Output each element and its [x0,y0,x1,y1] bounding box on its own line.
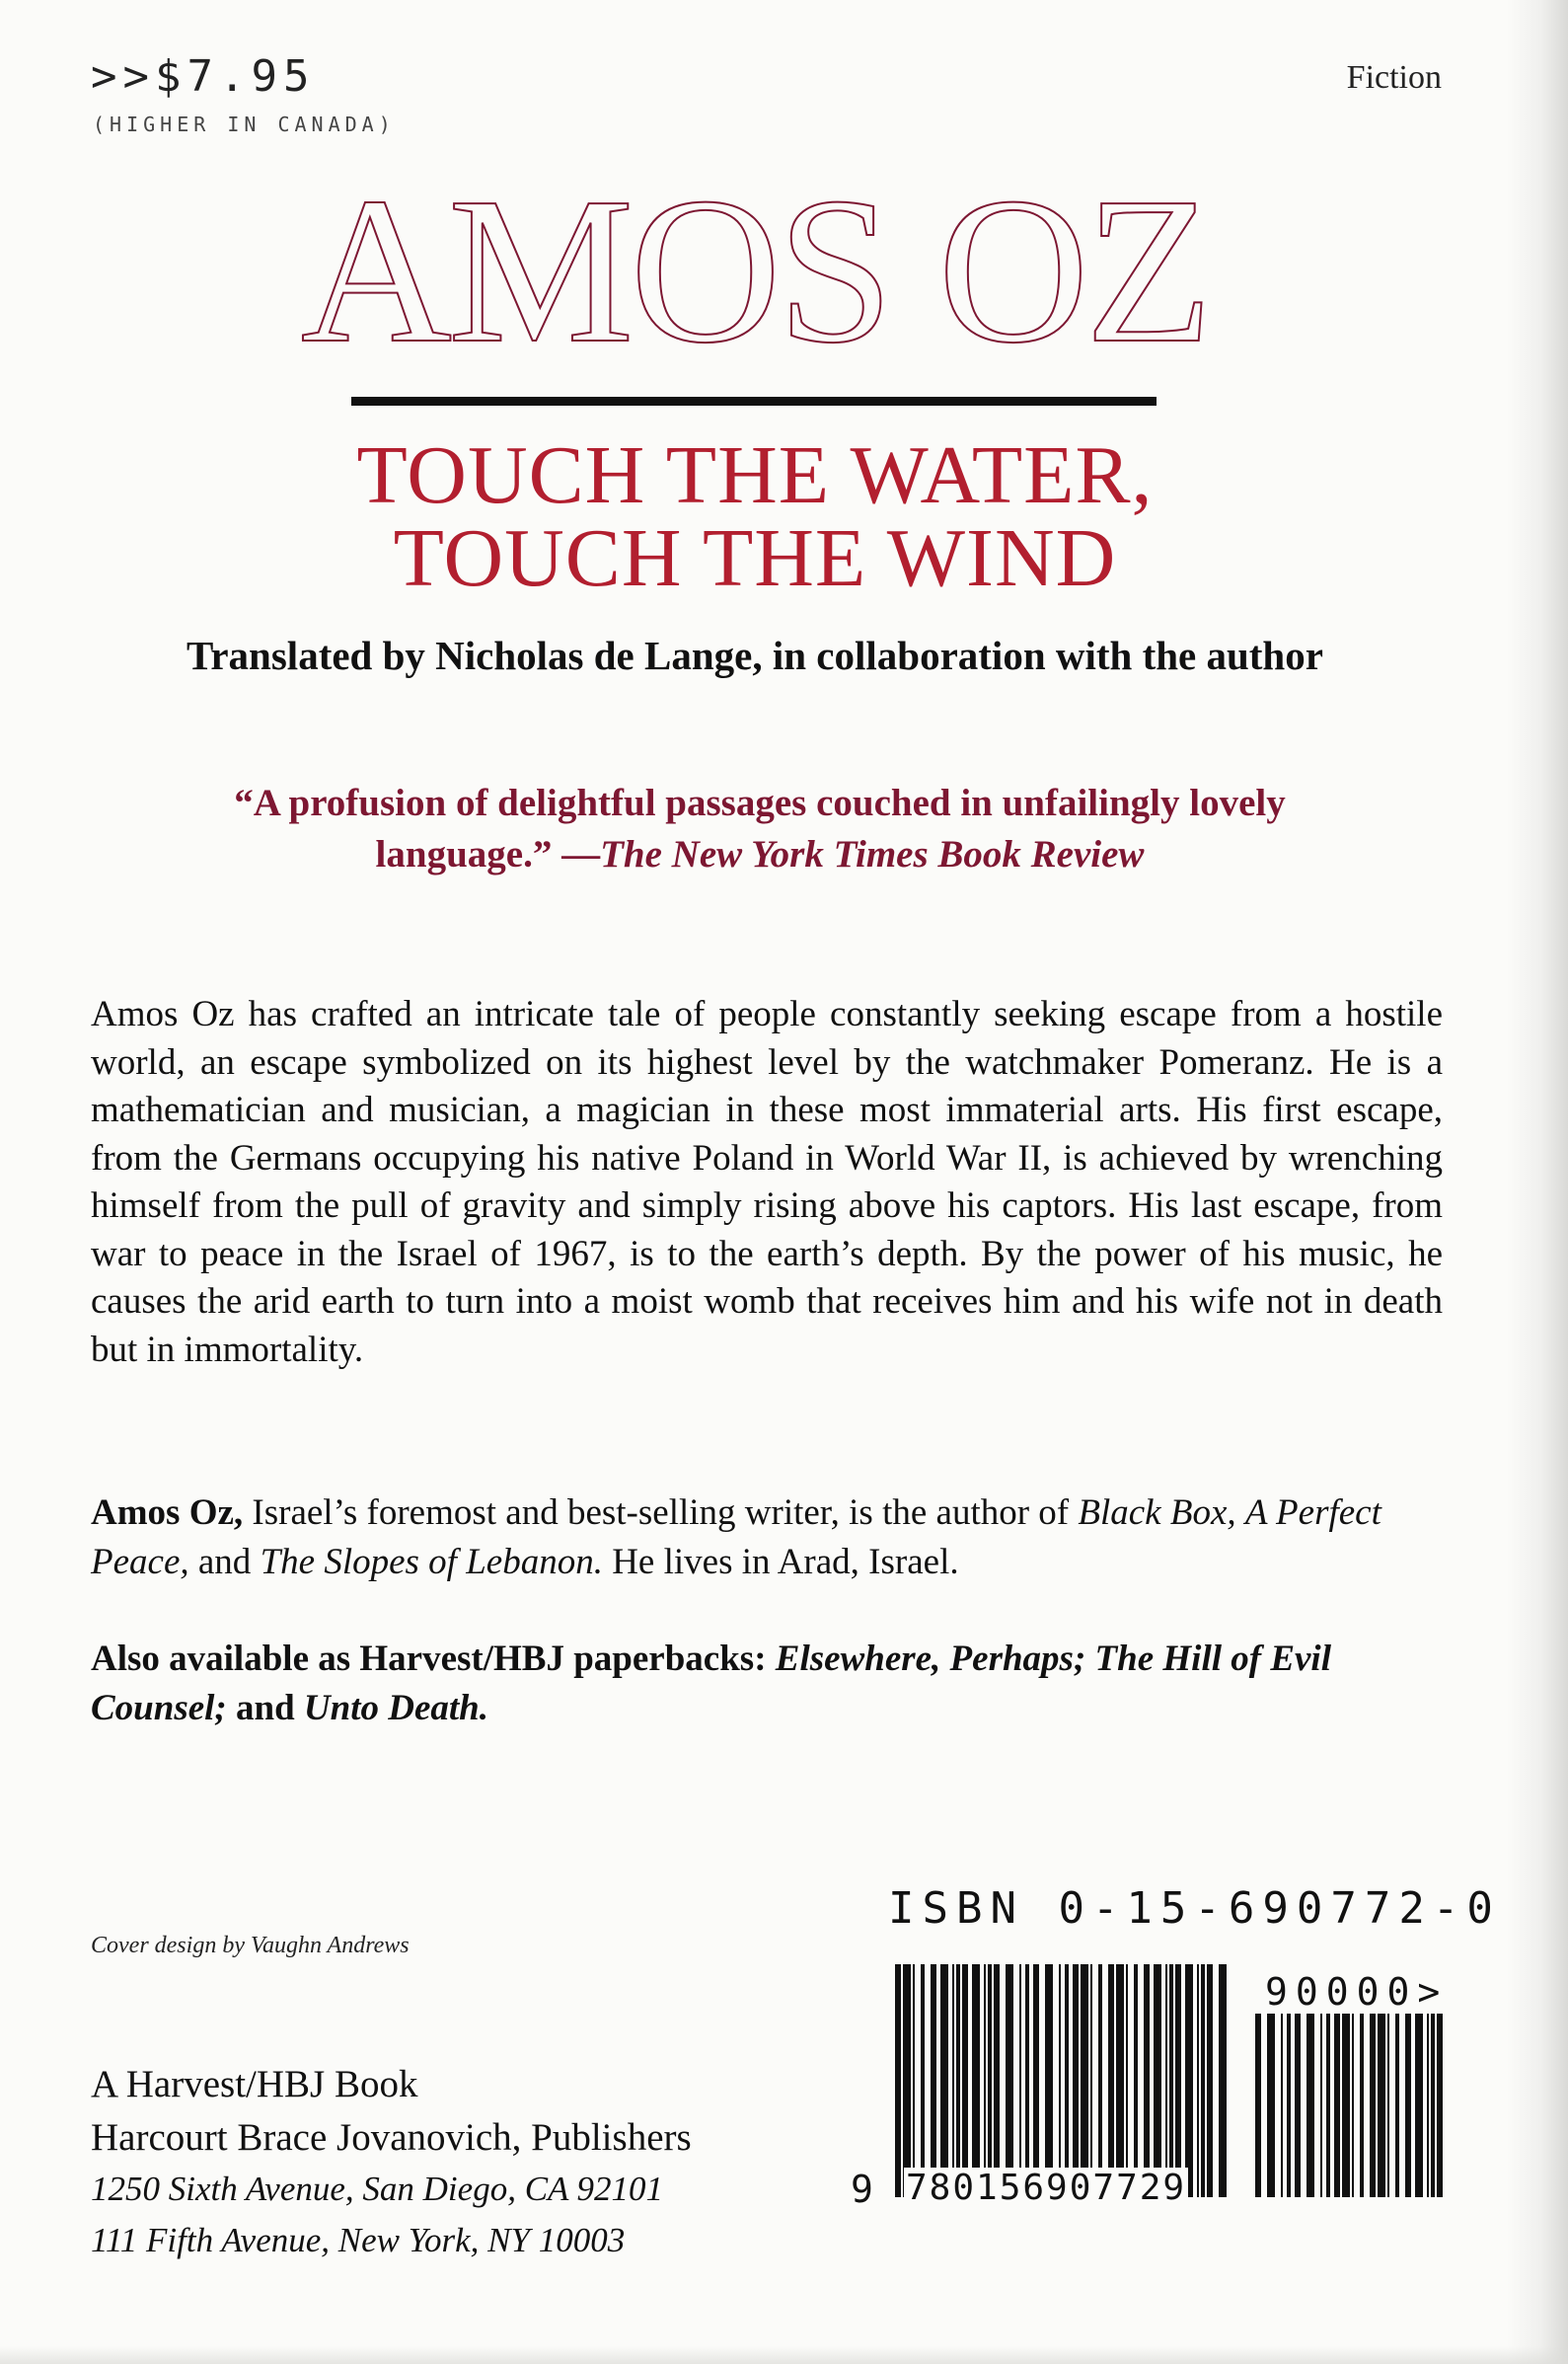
barcode-bar [1342,2014,1350,2197]
quote-text: “A profusion of delightful passages couched in unfailingly lovely language.” — [234,782,1286,876]
barcode-bar [1073,1964,1079,2197]
page-edge-shadow [1507,0,1568,2364]
barcode-bar [1255,2014,1261,2197]
book-title-line-1: TOUCH THE WATER, [356,429,1154,521]
barcode-bar [1437,2014,1443,2197]
ean-digits: 780156907729 [906,2168,1187,2208]
barcode-bar [1352,2014,1354,2197]
barcode-bar [1431,2014,1435,2197]
barcode-bar [952,1964,954,2197]
barcode-bar [1116,1964,1124,2197]
barcode-bar [1059,1964,1061,2197]
publisher-imprint: A Harvest/HBJ Book [91,2063,418,2105]
barcode-bar [1219,1964,1227,2197]
category-label: Fiction [1346,59,1442,96]
barcode-bar [1019,1964,1021,2197]
barcode-bar [1175,1964,1181,2197]
barcode-bar [984,1964,986,2197]
review-quote [148,778,1372,880]
publisher-address-2: 111 Fifth Avenue, New York, NY 10003 [91,2221,626,2259]
title-divider [351,397,1157,406]
bio-text: and [188,1542,261,1582]
barcode-bar [1360,2014,1364,2197]
barcode-bar [1370,2014,1376,2197]
barcode-bar [1081,1964,1088,2197]
author-name: AMOS OZ [300,154,1210,386]
barcode-bar [1320,2014,1322,2197]
publisher-address-1: 1250 Sixth Avenue, San Diego, CA 92101 [91,2170,664,2208]
bio-text: He lives in Arad, Israel. [602,1542,959,1582]
barcode-bar [913,1964,915,2197]
ean-barcode [893,1964,1229,2197]
also-available-titles: Elsewhere, Perhaps; The Hill of Evil Counsel; [91,1639,1331,1728]
barcode-bar [1108,1964,1114,2197]
barcode-bar [1045,1964,1053,2197]
isbn-number: ISBN 0-15-690772-0 [888,1883,1501,1934]
also-available [91,1635,1443,1733]
bio-book-title: The Slopes of Lebanon. [260,1542,603,1582]
author-bio [91,1488,1443,1587]
bio-text: Israel’s foremost and best-selling writer, is the author of [243,1492,1079,1533]
barcode-bar [895,1964,901,2197]
bio-book-title: Black Box, [1078,1492,1236,1533]
barcode-bar [1267,2014,1275,2197]
barcode-bar [1098,1964,1102,2197]
also-available-and: and [226,1688,304,1728]
price-sticker: >>$7.95 [91,51,316,102]
barcode-bar [1427,2014,1429,2197]
book-title-line-2: TOUCH THE WIND [393,512,1117,604]
barcode-bar [1207,1964,1213,2197]
barcode-bar [1334,2014,1340,2197]
barcode-bar [1197,1964,1199,2197]
barcode-bar [1378,2014,1385,2197]
book-title [0,429,1510,604]
bio-book-title: A Perfect Peace, [91,1492,1381,1582]
barcode-bar [1307,2014,1314,2197]
barcode-bar [962,1964,968,2197]
quote-source: The New York Times Book Review [600,833,1145,876]
bio-author-name: Amos Oz, [91,1492,244,1533]
barcode-bar [931,1964,936,2197]
barcode-bar [1025,1964,1029,2197]
barcode-bar [1295,2014,1301,2197]
barcode-bar [1395,2014,1399,2197]
translator-credit: Translated by Nicholas de Lange, in collaboration with the author [187,633,1323,678]
cover-design-credit: Cover design by Vaughn Andrews [91,1933,410,1958]
barcode-bar [1281,2014,1283,2197]
barcode-bar [1165,1964,1167,2197]
barcode-bar [988,1964,992,2197]
barcode-bar [1090,1964,1092,2197]
barcode-bar [1134,1964,1138,2197]
barcode-bar [903,1964,911,2197]
page-bottom-shadow [0,2346,1568,2364]
barcode-bar [1326,2014,1330,2197]
barcode-bar [1405,2014,1411,2197]
barcode-bar [1154,1964,1161,2197]
barcode-bar [1144,1964,1150,2197]
price-note: (HIGHER IN CANADA) [93,113,396,136]
barcode-bar [1033,1964,1039,2197]
barcode-bar [972,1964,980,2197]
barcode-bar [1287,2014,1291,2197]
barcode-bar [1415,2014,1423,2197]
barcode-bar [1006,1964,1013,2197]
barcode-bar [956,1964,960,2197]
book-description: Amos Oz has crafted an intricate tale of people constantly seeking escape from a hostile world, an escape symbolized on its highest level by the watchmaker Pomeranz. He is a mathematician and musician, a magician in these most immaterial arts. His first escape, from the Germans occupying his native Poland in World War II, is achieved by wrenching himself from the pull of gravity and simply rising above his captors. His last escape, from war to peace in the Israel of 1967, is to the earth’s depth. By the power of his music, he causes the arid earth to turn into a moist womb that receives him and his wife not in death but in immortality. [91,994,1443,1370]
barcode-bar [1126,1964,1128,2197]
ean-first-digit: 9 [851,2168,873,2211]
addon-digits: 90000> [1265,1970,1449,2014]
barcode-bar [1065,1964,1069,2197]
barcode-bar [994,1964,1000,2197]
barcode-bar [1169,1964,1173,2197]
barcode-bar [921,1964,925,2197]
price-addon-barcode [1253,2014,1449,2197]
barcode-bar [1201,1964,1205,2197]
barcode-bar [1387,2014,1389,2197]
barcode-bar [1185,1964,1193,2197]
publisher-name: Harcourt Brace Jovanovich, Publishers [91,2116,692,2159]
also-available-titles: Unto Death. [303,1688,488,1728]
also-available-lead: Also available as Harvest/HBJ paperbacks: [91,1639,776,1679]
barcode-bar [940,1964,948,2197]
